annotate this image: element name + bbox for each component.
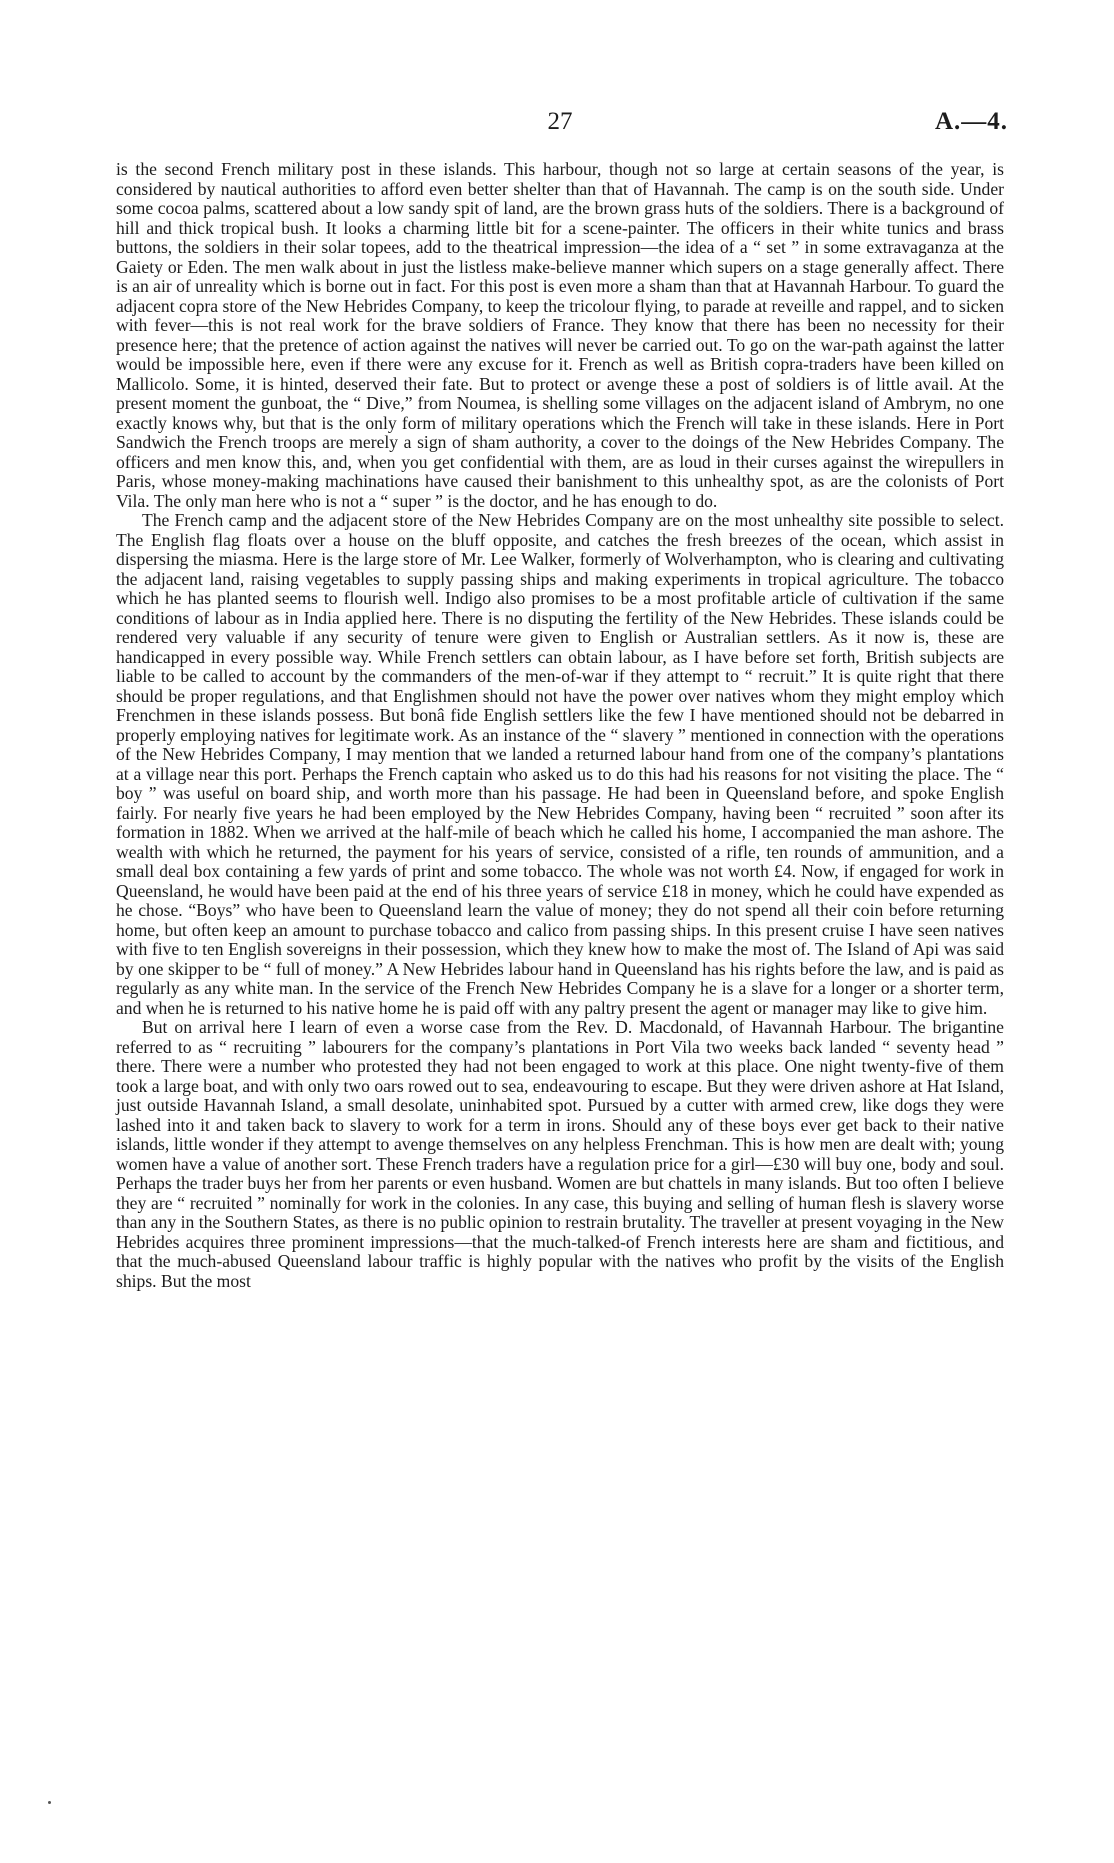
body-text [116,160,1004,1291]
paragraph-2: The French camp and the adjacent store of the New Hebrides Company are on the most unhealthy site possible to select. The English flag floats over a house on the bluff opposite, and catches the fresh breezes of the ocean, which assist in dispersing the miasma. Here is the large store of Mr. Lee Walker, formerly of Wolverhampton, who is clearing and cultivating the adjacent land, raising vegetables to supply passing ships and making experiments in tropical agriculture. The tobacco which he has planted seems to flourish well. Indigo also promises to be a most profitable article of cultivation if the same conditions of labour as in India applied here. There is no disputing the fertility of the New Hebrides. These islands could be rendered very valuable if any security of tenure were given to English or Australian settlers. As it now is, these are handicapped in every possible way. While French settlers can obtain labour, as I have before set forth, British subjects are liable to be called to account by the commanders of the men-of-war if they attempt to “ recruit.” It is quite right that there should be proper regulations, and that Englishmen should not have the power over natives whom they might employ which Frenchmen in these islands possess. But bonâ fide English settlers like the few I have mentioned should not be debarred in properly employing natives for legitimate work. As an instance of the “ slavery ” mentioned in connection with the operations of the New Hebrides Company, I may mention that we landed a returned labour hand from one of the company’s plantations at a village near this port. Perhaps the French captain who asked us to do this had his reasons for not visiting the place. The “ boy ” was useful on board ship, and worth more than his passage. He had been in Queensland before, and spoke English fairly. For nearly five years he had been employed by the New Hebrides Company, having been “ recruited ” soon after its formation in 1882. When we arrived at the half-mile of beach which he called his home, I accompanied the man ashore. The wealth with which he returned, the payment for his years of service, consisted of a rifle, ten rounds of ammunition, and a small deal box containing a few yards of print and some tobacco. The whole was not worth £4. Now, if engaged for work in Queensland, he would have been paid at the end of his three years of service £18 in money, which he could have expended as he chose. “Boys” who have been to Queensland learn the value of money; they do not spend all their coin before returning home, but often keep an amount to purchase tobacco and calico from passing ships. In this present cruise I have seen natives with five to ten English sovereigns in their possession, which they knew how to make the most of. The Island of Api was said by one skipper to be “ full of money.” A New Hebrides labour hand in Queensland has his rights before the law, and is paid as regularly as any white man. In the service of the French New Hebrides Company he is a slave for a longer or a shorter term, and when he is returned to his native home he is paid off with any paltry present the agent or manager may like to give him. [116,510,1004,1018]
document-reference: A.—4. [934,108,1008,135]
paragraph-1: is the second French military post in these islands. This harbour, though not so large at certain seasons of the year, is considered by nautical authorities to afford even better shelter than that of Havannah. The camp is on the south side. Under some cocoa palms, scattered about a low sandy spit of land, are the brown grass huts of the soldiers. There is a background of hill and thick tropical bush. It looks a charming little bit for a scene-painter. The officers in their white tunics and brass buttons, the soldiers in their solar topees, add to the theatrical impression—the idea of a “ set ” in some extravaganza at the Gaiety or Eden. The men walk about in just the listless make-believe manner which supers on a stage generally affect. There is an air of unreality which is borne out in fact. For this post is even more a sham than that at Havannah Harbour. To guard the adjacent copra store of the New Hebrides Company, to keep the tricolour flying, to parade at reveille and rappel, and to sicken with fever—this is not real work for the brave soldiers of France. They know that there has been no necessity for their presence here; that the pretence of action against the natives will never be carried out. To go on the war-path against the latter would be impossible here, even if there were any excuse for it. French as well as British copra-traders have been killed on Mallicolo. Some, it is hinted, deserved their fate. But to protect or avenge these a post of soldiers is of little avail. At the present moment the gunboat, the “ Dive,” from Noumea, is shelling some villages on the adjacent island of Ambrym, no one exactly knows why, but that is the only form of military operations which the French will take in these islands. Here in Port Sandwich the French troops are merely a sign of sham authority, a cover to the doings of the New Hebrides Company. The officers and men know this, and, when you get confidential with them, are as loud in their curses against the wirepullers in Paris, whose money-making machinations have caused their banishment to this unhealthy spot, as are the colonists of Port Vila. The only man here who is not a “ super ” is the doctor, and he has enough to do. [116,159,1004,511]
scan-speck [48,1801,51,1804]
page-number: 27 [547,108,573,135]
paragraph-3: But on arrival here I learn of even a worse case from the Rev. D. Macdonald, of Havannah Harbour. The brigantine referred to as “ recruiting ” labourers for the company’s plantations in Port Vila two weeks back landed “ seventy head ” there. There were a number who protested they had not been engaged to work at this place. One night twenty-five of them took a large boat, and with only two oars rowed out to sea, endeavouring to escape. But they were driven ashore at Hat Island, just outside Havannah Island, a small desolate, uninhabited spot. Pursued by a cutter with armed crew, like dogs they were lashed into it and taken back to slavery to work for a term in irons. Should any of these boys ever get back to their native islands, little wonder if they attempt to avenge themselves on any helpless Frenchman. This is how men are dealt with; young women have a value of another sort. These French traders have a regulation price for a girl—£30 will buy one, body and soul. Perhaps the trader buys her from her parents or even husband. Women are but chattels in many islands. But too often I believe they are “ recruited ” nominally for work in the colonies. In any case, this buying and selling of human flesh is slavery worse than any in the Southern States, as there is no public opinion to restrain brutality. The traveller at present voyaging in the New Hebrides acquires three prominent impressions—that the much-talked-of French interests here are sham and fictitious, and that the much-abused Queensland labour traffic is highly popular with the natives who profit by the visits of the English ships. But the most [116,1017,1004,1291]
